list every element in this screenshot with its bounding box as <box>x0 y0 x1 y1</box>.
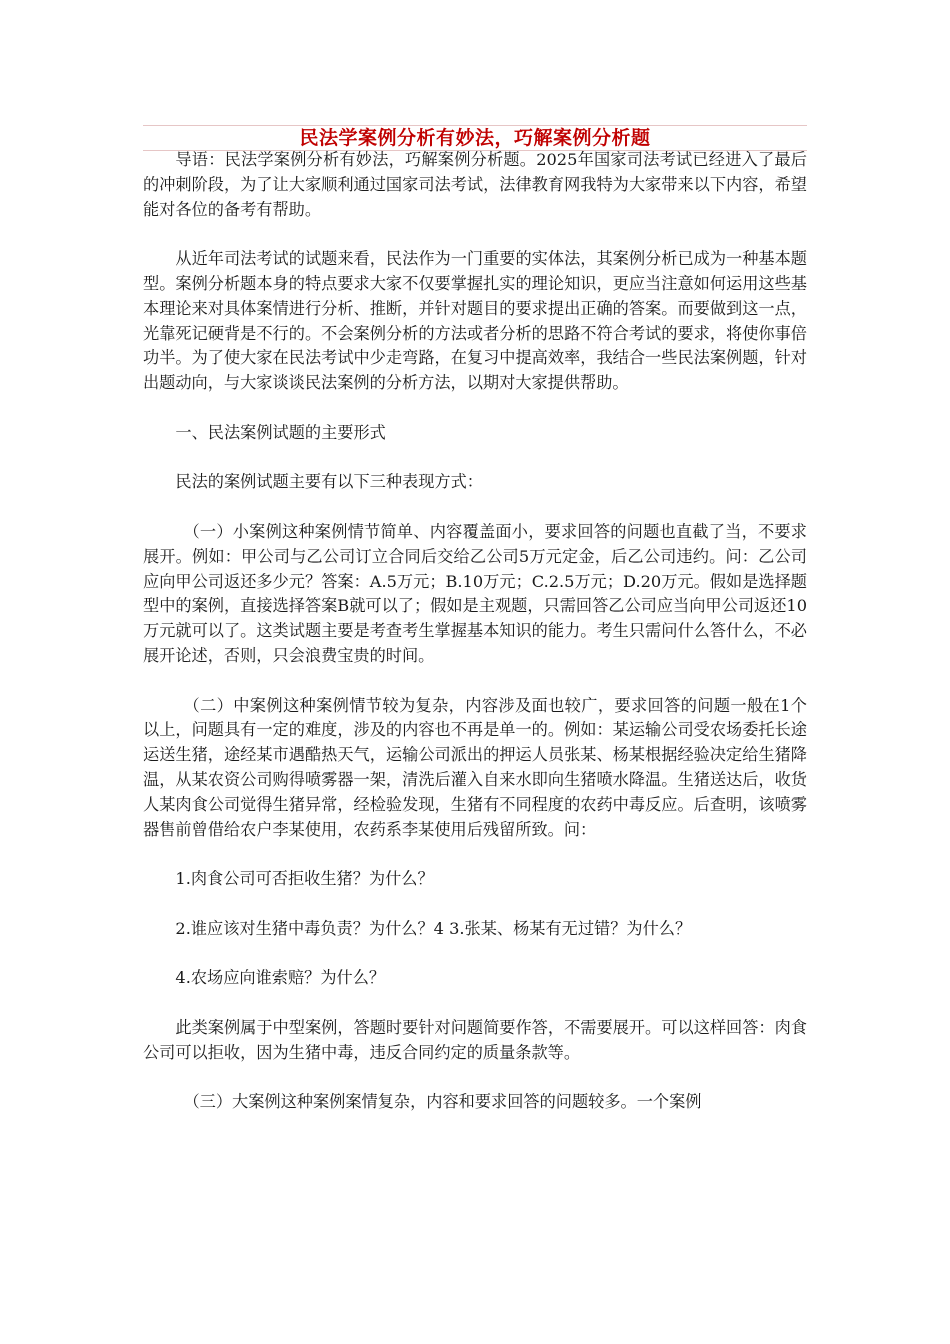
question-item: 4.农场应向谁索赔？为什么？ <box>175 968 386 988</box>
body-paragraph: （二）中案例这种案例情节较为复杂，内容涉及面也较广，要求回答的问题一般在1个以上，问题具有一定的难度，涉及的内容也不再是单一的。例如：某运输公司受农场委托长途运送生猪，途经某市遇酷热天气，运输公司派出的押运人员张某、杨某根据经验决定给生猪降温，从某农资公司购得喷雾器一架，清洗后灌入自来水即向生猪喷水降温。生猪送达后，收货人某肉食公司觉得生猪异常，经检验发现，生猪有不同程度的农药中毒反应。后查明，该喷雾器售前曾借给农户李某使用，农药系李某使用后残留所致。问： <box>143 695 807 839</box>
body-paragraph: （一）小案例这种案例情节简单、内容覆盖面小，要求回答的问题也直截了当，不要求展开。例如：甲公司与乙公司订立合同后交给乙公司5万元定金，后乙公司违约。问：乙公司应向甲公司返还多少元？答案：A.5万元；B.10万元；C.2.5万元；D.20万元。假如是选择题型中的案例，直接选择答案B就可以了；假如是主观题，只需回答乙公司应当向甲公司返还10万元就可以了。这类试题主要是考查考生掌握基本知识的能力。考生只需问什么答什么，不必展开论述，否则，只会浪费宝贵的时间。 <box>143 521 807 665</box>
document-body <box>143 148 807 1140</box>
body-paragraph: 民法的案例试题主要有以下三种表现方式： <box>175 472 483 492</box>
document-title: 民法学案例分析有妙法，巧解案例分析题 <box>299 127 651 149</box>
body-paragraph: （三）大案例这种案例案情复杂，内容和要求回答的问题较多。一个案例 <box>183 1092 702 1112</box>
question-item: 2.谁应该对生猪中毒负责？为什么？4 3.张某、杨某有无过错？为什么？ <box>175 918 692 938</box>
question-item: 1.肉食公司可否拒收生猪？为什么？ <box>175 869 434 889</box>
body-paragraph: 从近年司法考试的试题来看，民法作为一门重要的实体法，其案例分析已成为一种基本题型。案例分析题本身的特点要求大家不仅要掌握扎实的理论知识，更应当注意如何运用这些基本理论来对具体案情进行分析、推断，并针对题目的要求提出正确的答案。而要做到这一点，光靠死记硬背是不行的。不会案例分析的方法或者分析的思路不符合考试的要求，将使你事倍功半。为了使大家在民法考试中少走弯路，在复习中提高效率，我结合一些民法案例题，针对出题动向，与大家谈谈民法案例的分析方法，以期对大家提供帮助。 <box>143 249 807 393</box>
section-heading: 一、民法案例试题的主要形式 <box>175 422 386 442</box>
body-paragraph: 此类案例属于中型案例，答题时要针对问题简要作答，不需要展开。可以这样回答：肉食公司可以拒收，因为生猪中毒，违反合同约定的质量条款等。 <box>143 1017 807 1062</box>
intro-paragraph: 导语：民法学案例分析有妙法，巧解案例分析题。2025年国家司法考试已经进入了最后的冲刺阶段，为了让大家顺利通过国家司法考试，法律教育网我特为大家带来以下内容，希望能对各位的备考有帮助。 <box>143 150 807 219</box>
